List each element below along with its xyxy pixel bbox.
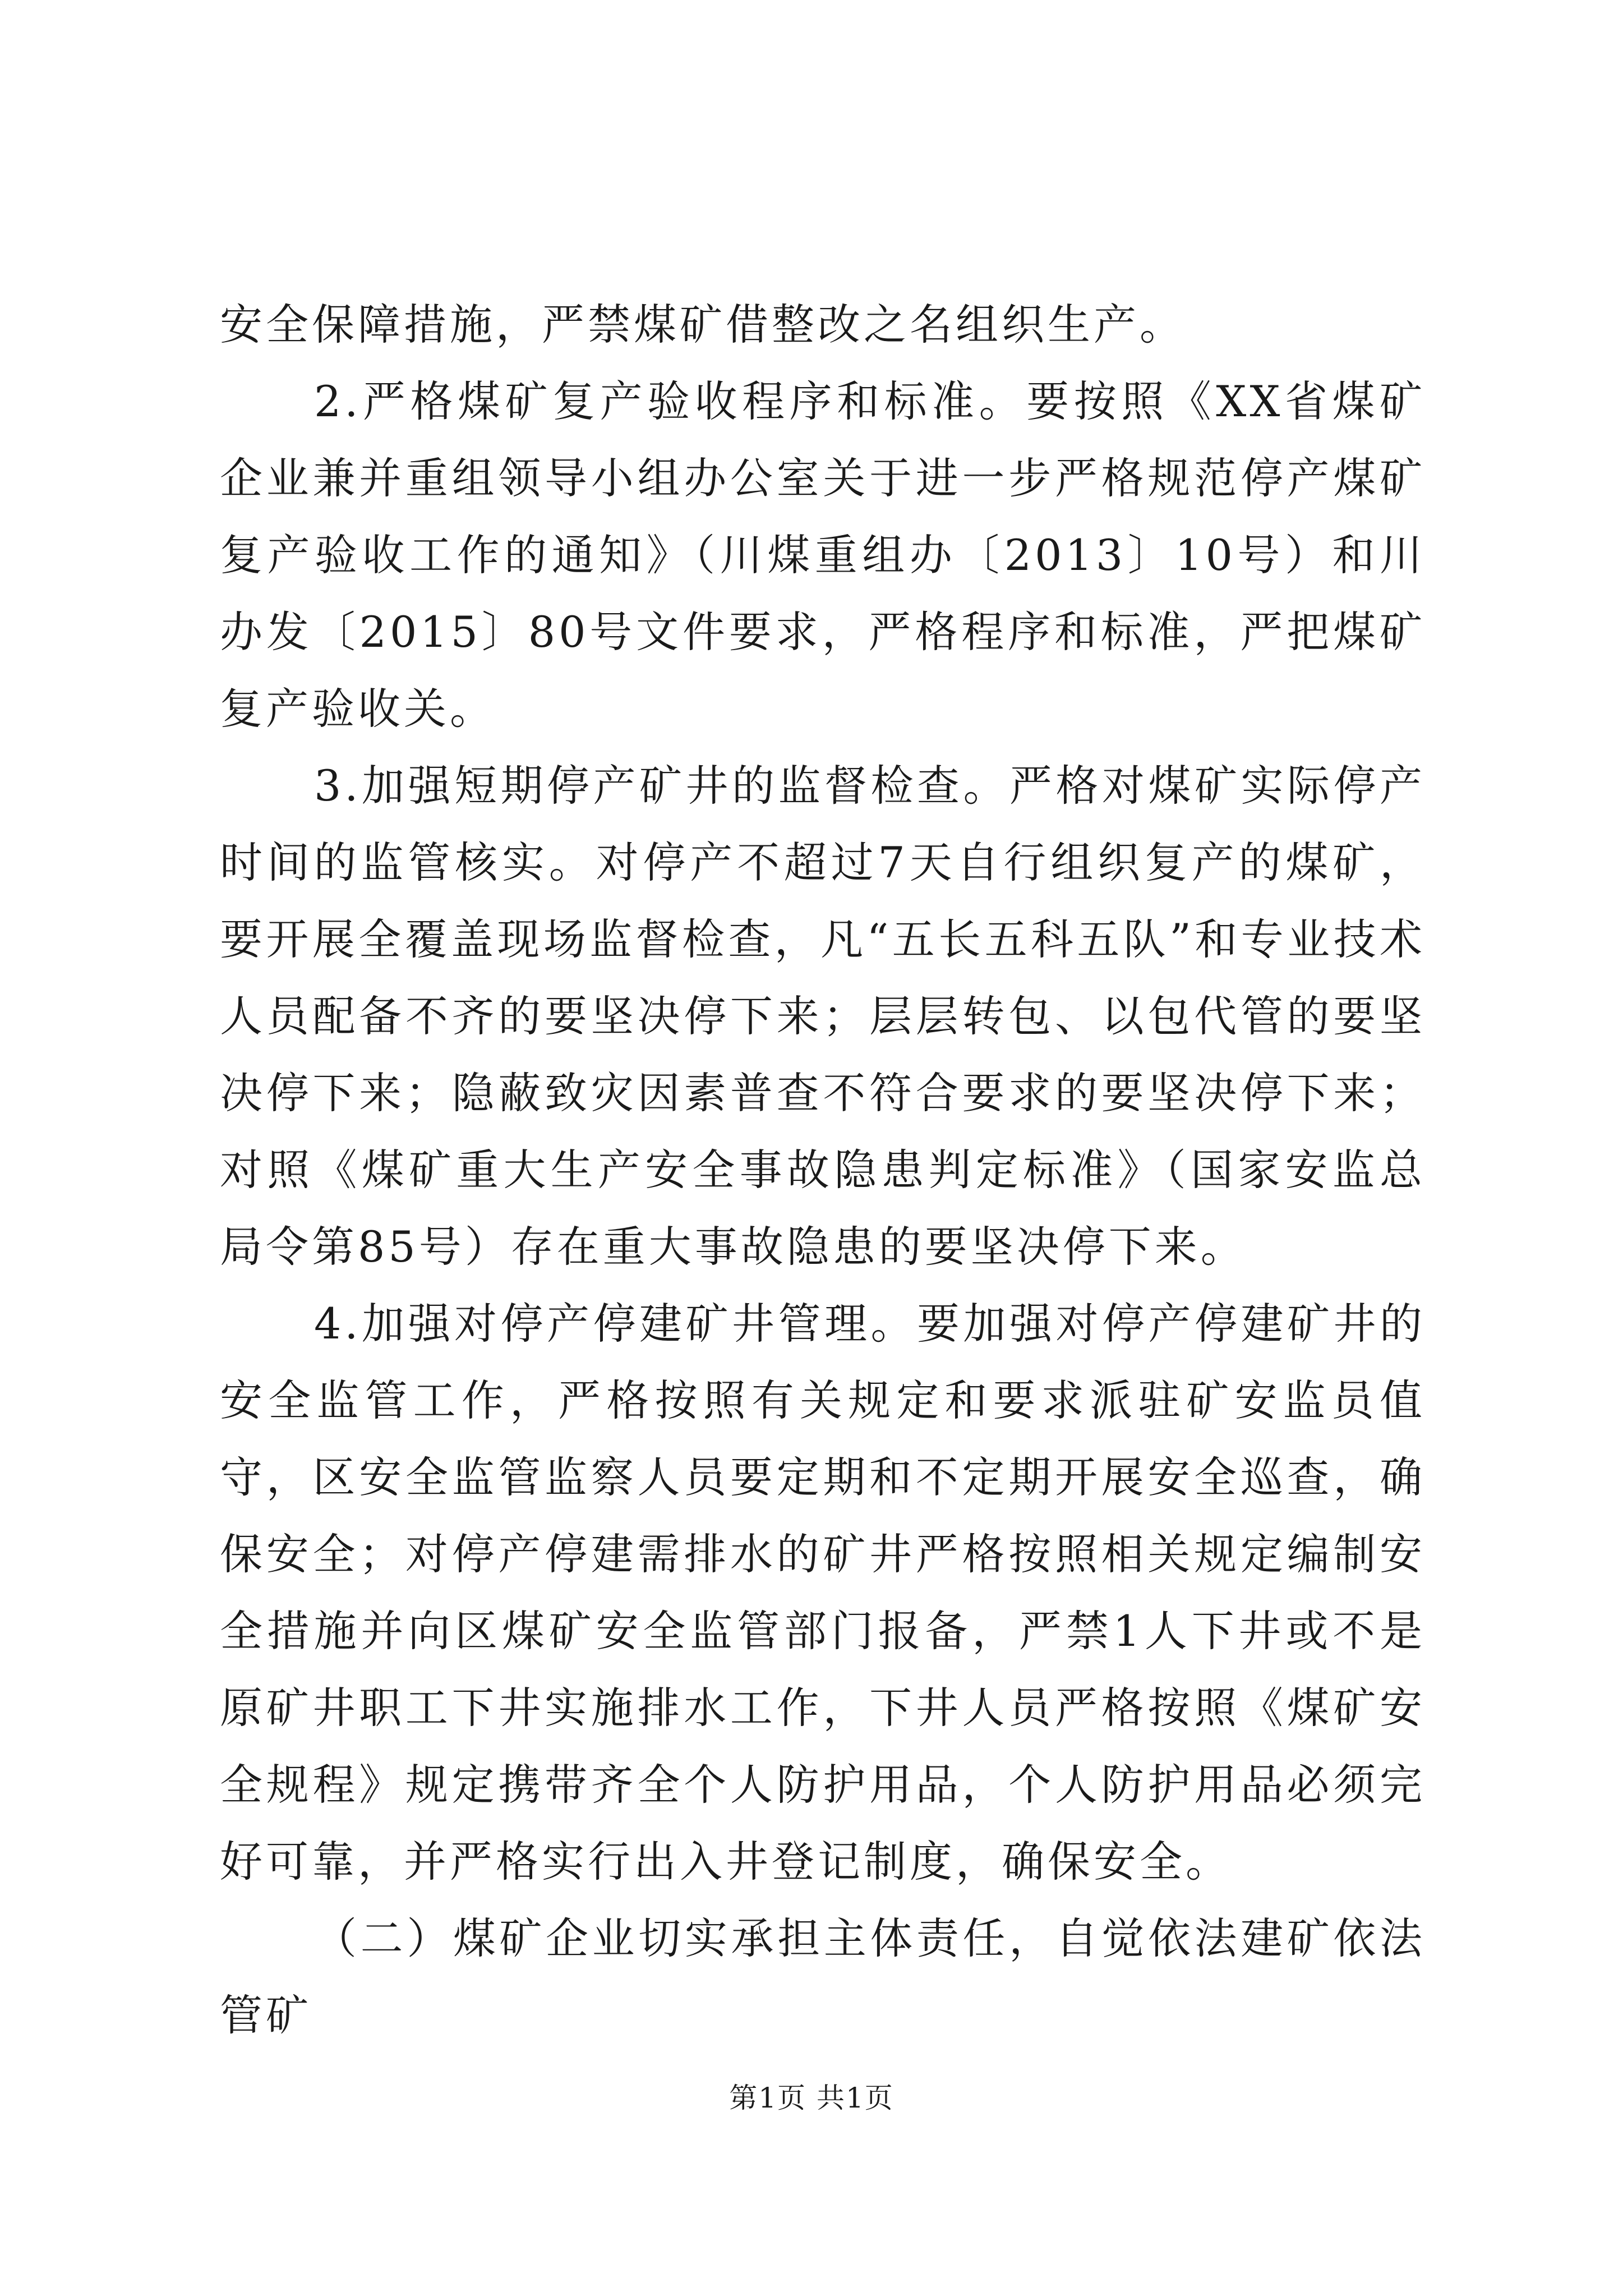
paragraph-4: 4.加强对停产停建矿井管理。要加强对停产停建矿井的安全监管工作，严格按照有关规定和要求派驻矿安监员值守，区安全监管监察人员要定期和不定期开展安全巡查，确保安全；对停产停建需排水的矿井严格按照相关规定编制安全措施并向区煤矿安全监管部门报备，严禁1人下井或不是原矿井职工下井实施排水工作，下井人员严格按照《煤矿安全规程》规定携带齐全个人防护用品，个人防护用品必须完好可靠，并严格实行出入井登记制度，确保安全。: [220, 1299, 1426, 1887]
paragraph-5: （二）煤矿企业切实承担主体责任，自觉依法建矿依法管矿: [220, 1913, 1426, 2040]
page-footer: 第1页 共1页: [729, 2082, 894, 2114]
paragraph-2: 2.严格煤矿复产验收程序和标准。要按照《XX省煤矿企业兼并重组领导小组办公室关于进一步严格规范停产煤矿复产验收工作的通知》（川煤重组办〔2013〕10号）和川办发〔2015〕80号文件要求，严格程序和标准，严把煤矿复产验收关。: [220, 376, 1426, 734]
document-body: [220, 286, 1426, 2054]
paragraph-1: 安全保障措施，严禁煤矿借整改之名组织生产。: [220, 300, 1186, 349]
paragraph-3: 3.加强短期停产矿井的监督检查。严格对煤矿实际停产时间的监管核实。对停产不超过7天自行组织复产的煤矿，要开展全覆盖现场监督检查，凡“五长五科五队”和专业技术人员配备不齐的要坚决停下来；层层转包、以包代管的要坚决停下来；隐蔽致灾因素普查不符合要求的要坚决停下来；对照《煤矿重大生产安全事故隐患判定标准》（国家安监总局令第85号）存在重大事故隐患的要坚决停下来。: [220, 761, 1426, 1272]
